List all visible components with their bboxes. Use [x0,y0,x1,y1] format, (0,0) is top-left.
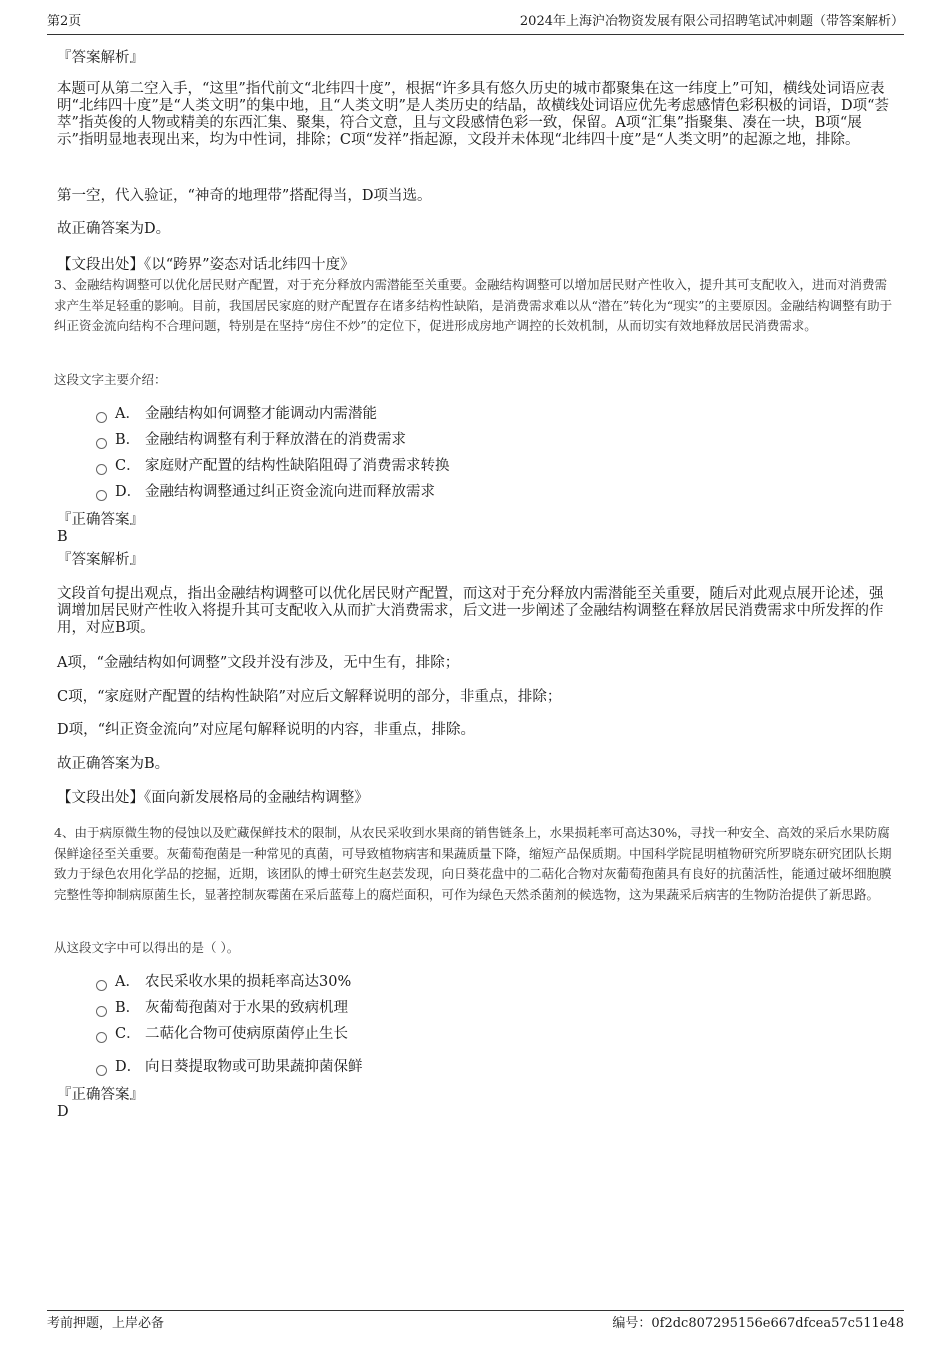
option-key: C． [115,458,141,474]
option-text: 金融结构调整有利于释放潜在的消费需求 [145,432,406,448]
q3-option-b[interactable] [96,430,406,450]
q3-prompt: 这段文字主要介绍： [54,372,167,387]
document-title: 2024年上海沪冶物资发展有限公司招聘笔试冲刺题（带答案解析） [519,14,904,29]
radio-icon[interactable] [96,1032,107,1043]
q4-answer: D [57,1104,69,1120]
page-number: 第2页 [47,14,82,29]
q4-option-c[interactable] [96,1024,348,1044]
radio-icon[interactable] [96,1065,107,1076]
q3-analysis-p2: A项，“金融结构如何调整”文段并没有涉及，无中生有，排除； [57,655,460,671]
q4-prompt: 从这段文字中可以得出的是（ ）。 [54,940,240,955]
radio-icon[interactable] [96,490,107,501]
q3-analysis-p3: C项，“家庭财产配置的结构性缺陷”对应后文解释说明的部分，非重点，排除； [57,689,562,705]
q2-analysis-title: 『答案解析』 [57,50,144,66]
q4-option-d[interactable] [96,1057,363,1077]
q2-analysis-p3: 故正确答案为D。 [57,221,171,237]
option-key: B． [115,1000,141,1016]
q2-source: 【文段出处】《以“跨界”姿态对话北纬四十度》 [57,257,355,273]
option-text: 向日葵提取物或可助果蔬抑菌保鲜 [145,1059,363,1075]
footer-slogan: 考前押题，上岸必备 [47,1316,165,1331]
q4-option-a[interactable] [96,972,351,992]
option-key: C． [115,1026,141,1042]
q3-analysis-p4: D项，“纠正资金流向”对应尾句解释说明的内容，非重点，排除。 [57,722,475,738]
option-key: B． [115,432,141,448]
radio-icon[interactable] [96,1006,107,1017]
option-text: 农民采收水果的损耗率高达30% [145,974,352,990]
radio-icon[interactable] [96,464,107,475]
q3-option-a[interactable] [96,404,377,424]
option-key: D． [115,484,142,500]
q4-answer-title: 『正确答案』 [57,1087,144,1103]
q3-analysis-p1: 文段首句提出观点，指出金融结构调整可以优化居民财产配置，而这对于充分释放内需潜能至关重要，随后对此观点展开论述，强调增加居民财产性收入将提升其可支配收入从而扩大消费需求，后文进一步阐述了金融结构调整在释放居民消费需求中所发挥的作用，对应B项。 [57,586,884,636]
q4-option-b[interactable] [96,998,348,1018]
q2-analysis-p2: 第一空，代入验证，“神奇的地理带”搭配得当，D项当选。 [57,188,432,204]
q3-answer-title: 『正确答案』 [57,512,144,528]
option-text: 金融结构如何调整才能调动内需潜能 [145,406,377,422]
option-key: A． [115,406,140,422]
footer-serial: 编号：0f2dc807295156e667dfcea57c511e48 [612,1316,904,1331]
radio-icon[interactable] [96,438,107,449]
option-key: D． [115,1059,142,1075]
page-footer [47,1310,904,1331]
radio-icon[interactable] [96,980,107,991]
q2-analysis-p1: 本题可从第二空入手，“这里”指代前文“北纬四十度”，根据“许多具有悠久历史的城市都聚集在这一纬度上”可知，横线处词语应表明“北纬四十度”是“人类文明”的集中地，且“人类文明”是人类历史的结晶，故横线处词语应优先考虑感情色彩积极的词语，D项“荟萃”指英俊的人物或精美的东西汇集、聚集，符合文意，且与文段感情色彩一致，保留。A项“汇集”指聚集、凑在一块，B项“展示”指明显地表现出来，均为中性词，排除；C项“发祥”指起源，文段并未体现“北纬四十度”是“人类文明”的起源之地，排除。 [57,81,890,148]
q3-source: 【文段出处】《面向新发展格局的金融结构调整》 [57,790,369,806]
q3-answer: B [57,529,68,545]
q4-stem: 4、由于病原微生物的侵蚀以及贮藏保鲜技术的限制，从农民采收到水果商的销售链条上，水果损耗率可高达30%，寻找一种安全、高效的采后水果防腐保鲜途径至关重要。灰葡萄孢菌是一种常见的真菌，可导致植物病害和果蔬质量下降，缩短产品保质期。中国科学院昆明植物研究所罗晓东研究团队长期致力于绿色农用化学品的挖掘，近期，该团队的博士研究生赵芸发现，向日葵花盘中的二萜化合物对灰葡萄孢菌具有良好的抗菌活性，能通过破坏细胞膜完整性等抑制病原菌生长，显著控制灰霉菌在采后蓝莓上的腐烂面积，可作为绿色天然杀菌剂的候选物，这为果蔬采后病害的生物防治提供了新思路。 [54,825,892,902]
q3-stem: 3、金融结构调整可以优化居民财产配置，对于充分释放内需潜能至关重要。金融结构调整可以增加居民财产性收入，提升其可支配收入，进而对消费需求产生举足轻重的影响。目前，我国居民家庭的财产配置存在诸多结构性缺陷，是消费需求难以从“潜在”转化为“现实”的主要原因。金融结构调整有助于纠正资金流向结构不合理问题，特别是在坚持“房住不炒”的定位下，促进形成房地产调控的长效机制，从而切实有效地释放居民消费需求。 [54,277,893,333]
option-key: A． [115,974,140,990]
q3-option-d[interactable] [96,482,435,502]
option-text: 家庭财产配置的结构性缺陷阻碍了消费需求转换 [145,458,450,474]
radio-icon[interactable] [96,412,107,423]
option-text: 灰葡萄孢菌对于水果的致病机理 [145,1000,348,1016]
page-header [47,12,904,35]
q3-analysis-title: 『答案解析』 [57,552,144,568]
q3-analysis-p5: 故正确答案为B。 [57,756,170,772]
option-text: 二萜化合物可使病原菌停止生长 [145,1026,348,1042]
q3-option-c[interactable] [96,456,450,476]
option-text: 金融结构调整通过纠正资金流向进而释放需求 [145,484,435,500]
